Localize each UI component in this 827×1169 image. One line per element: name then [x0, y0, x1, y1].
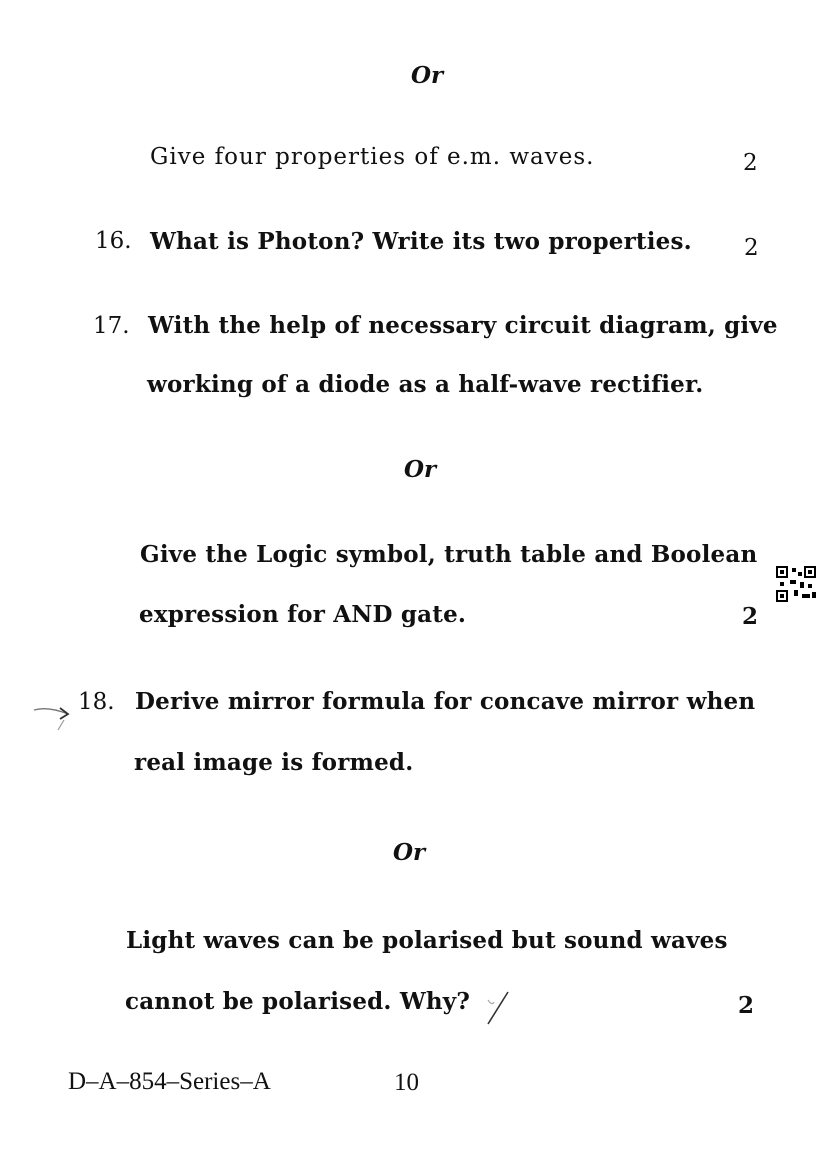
alt-q15-marks: 2: [743, 150, 758, 176]
alt-q17-marks: 2: [742, 603, 759, 630]
q18-number: 18.: [78, 689, 115, 715]
or-divider-1: Or: [411, 62, 444, 89]
q17-number: 17.: [93, 313, 130, 339]
alt-q17-line-2: expression for AND gate.: [139, 601, 467, 628]
alt-q17-line-1: Give the Logic symbol, truth table and Boolean: [140, 541, 758, 568]
qr-code-icon: [776, 566, 816, 602]
alt-q15-text: Give four properties of e.m. waves.: [150, 144, 595, 170]
q16-text: What is Photon? Write its two properties.: [150, 228, 692, 255]
q16-number: 16.: [95, 228, 132, 254]
pen-arrow-icon: [30, 694, 74, 734]
alt-q18-marks: 2: [738, 992, 755, 1019]
q16-marks: 2: [744, 235, 759, 261]
alt-q18-line-1: Light waves can be polarised but sound waves: [126, 927, 728, 954]
alt-q18-line-2: cannot be polarised. Why?: [125, 988, 471, 1015]
tick-mark-icon: [482, 986, 512, 1028]
page-number: 10: [394, 1069, 419, 1096]
or-divider-3: Or: [393, 839, 426, 866]
paper-code: D–A–854–Series–A: [68, 1068, 271, 1095]
or-divider-2: Or: [404, 456, 437, 483]
q17-line-1: With the help of necessary circuit diagram, give: [148, 312, 778, 339]
q18-line-1: Derive mirror formula for concave mirror when: [135, 688, 756, 715]
q18-line-2: real image is formed.: [134, 749, 414, 776]
q17-line-2: working of a diode as a half-wave rectifier.: [147, 371, 704, 398]
